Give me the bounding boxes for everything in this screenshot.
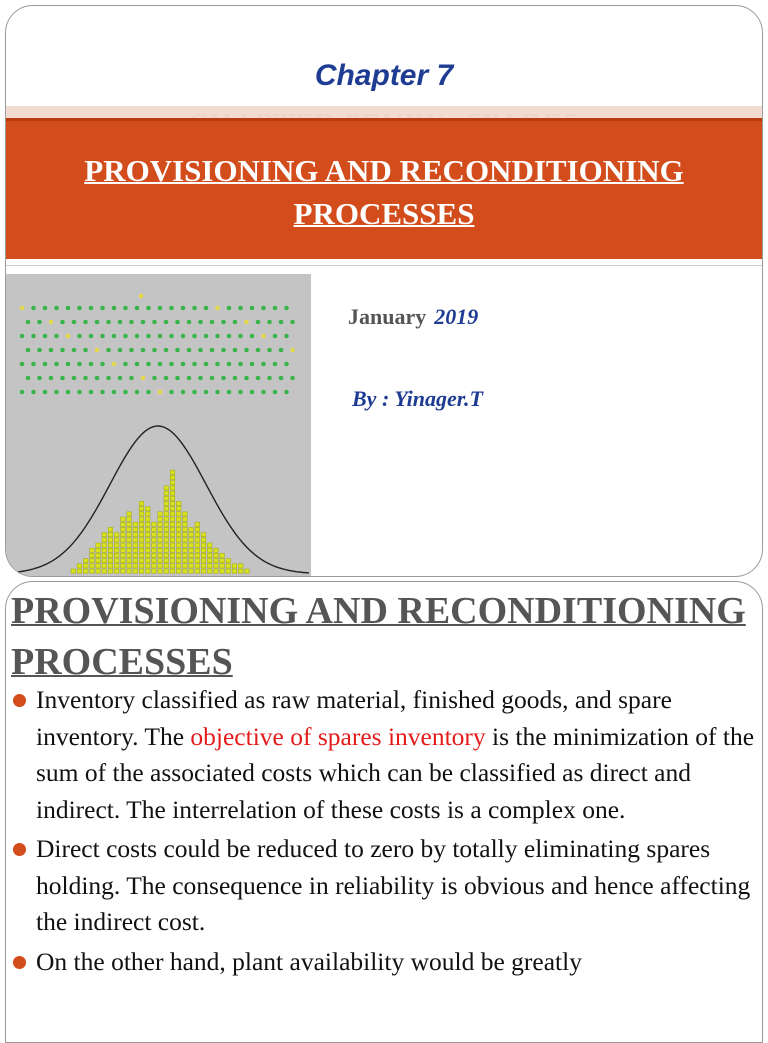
date-year: 2019 [434, 304, 479, 329]
orange-dot-icon [13, 956, 26, 969]
bullet-text: Direct costs could be reduced to zero by totally eliminating spares holding. The consequence in reliability is obvious and hence affecting the indirect cost. [36, 834, 751, 936]
highlighted-phrase: objective of spares inventory [190, 721, 486, 751]
bullet-text: On the other hand, plant availability would be greatly [36, 946, 582, 976]
orange-dot-icon [13, 843, 26, 856]
content-slide [5, 581, 763, 1043]
bullet-item [10, 682, 762, 828]
author-line: By : Yinager.T [352, 386, 483, 411]
divider-line [6, 265, 762, 266]
bullet-text-continued: is the minimization of the sum of the associated costs which can be classified as direct and indirect. The interrelation of these costs is a complex one. [36, 721, 755, 824]
orange-dot-icon [13, 694, 26, 707]
bullet-item [10, 831, 762, 941]
slide-heading-text: PROVISIONING AND RECONDITIONING PROCESSES [11, 590, 746, 683]
date-month: January [348, 304, 427, 329]
chapter-label: Chapter 7 [314, 59, 454, 92]
bullet-list [10, 682, 762, 983]
bullet-text: Inventory classified as raw material, finished goods, and spare inventory. The [36, 685, 672, 751]
slide-heading [11, 586, 751, 688]
bullet-item [10, 944, 762, 981]
distribution-illustration [6, 274, 311, 576]
presentation-date [348, 304, 478, 330]
banner-title: PROVISIONING AND RECONDITIONING PROCESSES [84, 153, 684, 231]
title-slide [5, 5, 763, 577]
normal-distribution-bead-chart-icon [6, 274, 311, 576]
